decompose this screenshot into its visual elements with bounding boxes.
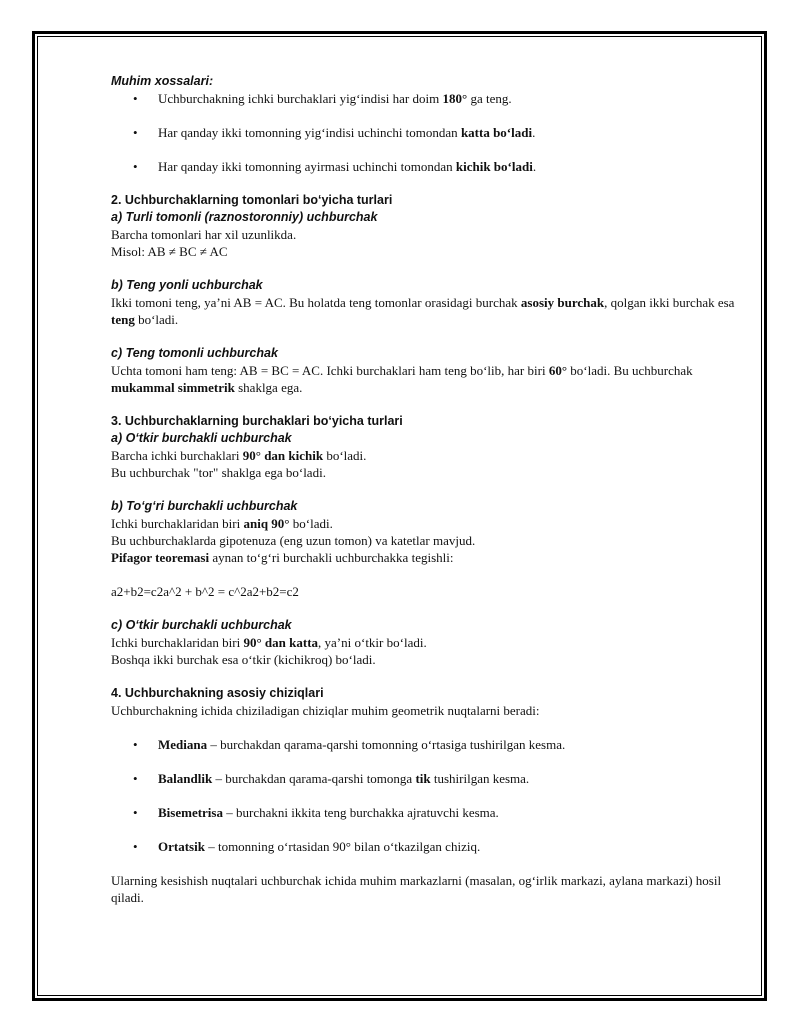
paragraph: Ichki burchaklaridan biri aniq 90° bo‘ladi. (111, 516, 333, 531)
paragraph: Bu uchburchaklarda gipotenuza (eng uzun tomon) va katetlar mavjud. (111, 533, 476, 548)
paragraph: Bu uchburchak "tor" shaklga ega bo‘ladi. (111, 465, 326, 480)
paragraph: Barcha ichki burchaklari 90° dan kichik bo‘ladi. (111, 448, 367, 463)
paragraph: Ichki burchaklaridan biri 90° dan katta, ya’ni o‘tkir bo‘ladi. (111, 635, 427, 650)
paragraph: Ikki tomoni teng, ya’ni AB = AC. Bu holatda teng tomonlar orasidagi burchak asosiy burchak, qolgan ikki burchak esa teng bo‘ladi. (111, 295, 735, 327)
properties-list (111, 90, 741, 175)
closing-paragraph: Ularning kesishish nuqtalari uchburchak ichida muhim markazlarni (masalan, og‘irlik markazi, aylana markazi) hosil qiladi. (111, 873, 722, 905)
list-item: • Uchburchakning ichki burchaklari yig‘indisi har doim 180° ga teng. (133, 91, 512, 106)
list-item: • Ortatsik – tomonning o‘rtasidan 90° bilan o‘tkazilgan chiziq. (133, 839, 481, 854)
bullet-icon: • (133, 91, 138, 106)
list-item: • Mediana – burchakdan qarama-qarshi tomonning o‘rtasiga tushirilgan kesma. (133, 737, 566, 752)
bullet-icon: • (133, 737, 138, 752)
subsection-title: c) Teng tomonli uchburchak (111, 346, 278, 360)
lines-list (111, 736, 741, 855)
bullet-icon: • (133, 125, 138, 140)
list-item: • Balandlik – burchakdan qarama-qarshi tomonga tik tushirilgan kesma. (133, 771, 530, 786)
subsection-title: c) O‘tkir burchakli uchburchak (111, 618, 292, 632)
list-item: • Bisemetrisa – burchakni ikkita teng burchakka ajratuvchi kesma. (133, 805, 499, 820)
subsection-title: b) Teng yonli uchburchak (111, 278, 263, 292)
paragraph: Pifagor teoremasi aynan to‘g‘ri burchakli uchburchakka tegishli: (111, 550, 454, 565)
bullet-icon: • (133, 805, 138, 820)
properties-title: Muhim xossalari: (111, 74, 214, 88)
subsection-title: b) To‘g‘ri burchakli uchburchak (111, 499, 298, 513)
document-body (111, 73, 741, 906)
paragraph: Boshqa ikki burchak esa o‘tkir (kichikroq) bo‘ladi. (111, 652, 376, 667)
bullet-icon: • (133, 771, 138, 786)
section-heading: 3. Uchburchaklarning burchaklari bo‘yicha turlari (111, 414, 403, 428)
list-item: • Har qanday ikki tomonning yig‘indisi uchinchi tomondan katta bo‘ladi. (133, 125, 536, 140)
formula: a2+b2=c2a^2 + b^2 = c^2a2+b2=c2 (111, 584, 299, 599)
subsection-title: a) O‘tkir burchakli uchburchak (111, 431, 292, 445)
paragraph: Uchta tomoni ham teng: AB = BC = AC. Ichki burchaklari ham teng bo‘lib, har biri 60° bo‘ladi. Bu uchburchak mukammal simmetrik shaklga ega. (111, 363, 693, 395)
paragraph: Misol: AB ≠ BC ≠ AC (111, 244, 228, 259)
bullet-icon: • (133, 159, 138, 174)
subsection-title: a) Turli tomonli (raznostoronniy) uchburchak (111, 210, 378, 224)
bullet-icon: • (133, 839, 138, 854)
paragraph: Barcha tomonlari har xil uzunlikda. (111, 227, 297, 242)
section-heading: 4. Uchburchakning asosiy chiziqlari (111, 686, 324, 700)
list-item: • Har qanday ikki tomonning ayirmasi uchinchi tomondan kichik bo‘ladi. (133, 159, 537, 174)
paragraph: Uchburchakning ichida chiziladigan chiziqlar muhim geometrik nuqtalarni beradi: (111, 703, 540, 718)
section-heading: 2. Uchburchaklarning tomonlari bo‘yicha turlari (111, 193, 393, 207)
